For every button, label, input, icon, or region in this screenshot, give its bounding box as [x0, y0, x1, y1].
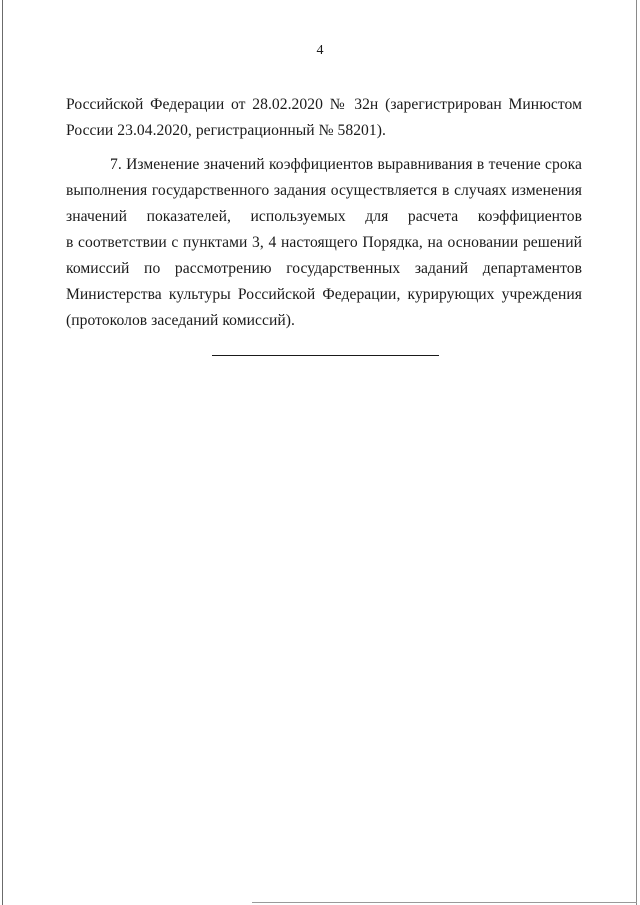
continuation-paragraph: [66, 92, 582, 144]
text-line: комиссий по рассмотрению государственных заданий департаментов: [66, 260, 582, 277]
scan-edge-bottom: [252, 902, 637, 903]
text-line: (протоколов заседаний комиссий).: [66, 312, 295, 329]
page-number: 4: [316, 43, 324, 58]
text-line: Российской Федерации от 28.02.2020 № 32н (зарегистрирован Минюстом: [66, 96, 582, 113]
text-line: Министерства культуры Российской Федерации, курирующих учреждения: [66, 286, 582, 303]
end-rule: [212, 355, 439, 356]
text-line: значений показателей, используемых для расчета коэффициентов: [66, 208, 582, 225]
text-line: 7. Изменение значений коэффициентов выравнивания в течение срока: [110, 156, 582, 173]
scan-edge-left: [2, 0, 3, 905]
text-line: России 23.04.2020, регистрационный № 58201).: [66, 122, 386, 139]
text-line: выполнения государственного задания осуществляется в случаях изменения: [66, 182, 582, 199]
scan-edge-right: [636, 0, 637, 905]
text-line: в соответствии с пунктами 3, 4 настоящего Порядка, на основании решений: [66, 234, 582, 251]
paragraph-7: [66, 152, 582, 334]
